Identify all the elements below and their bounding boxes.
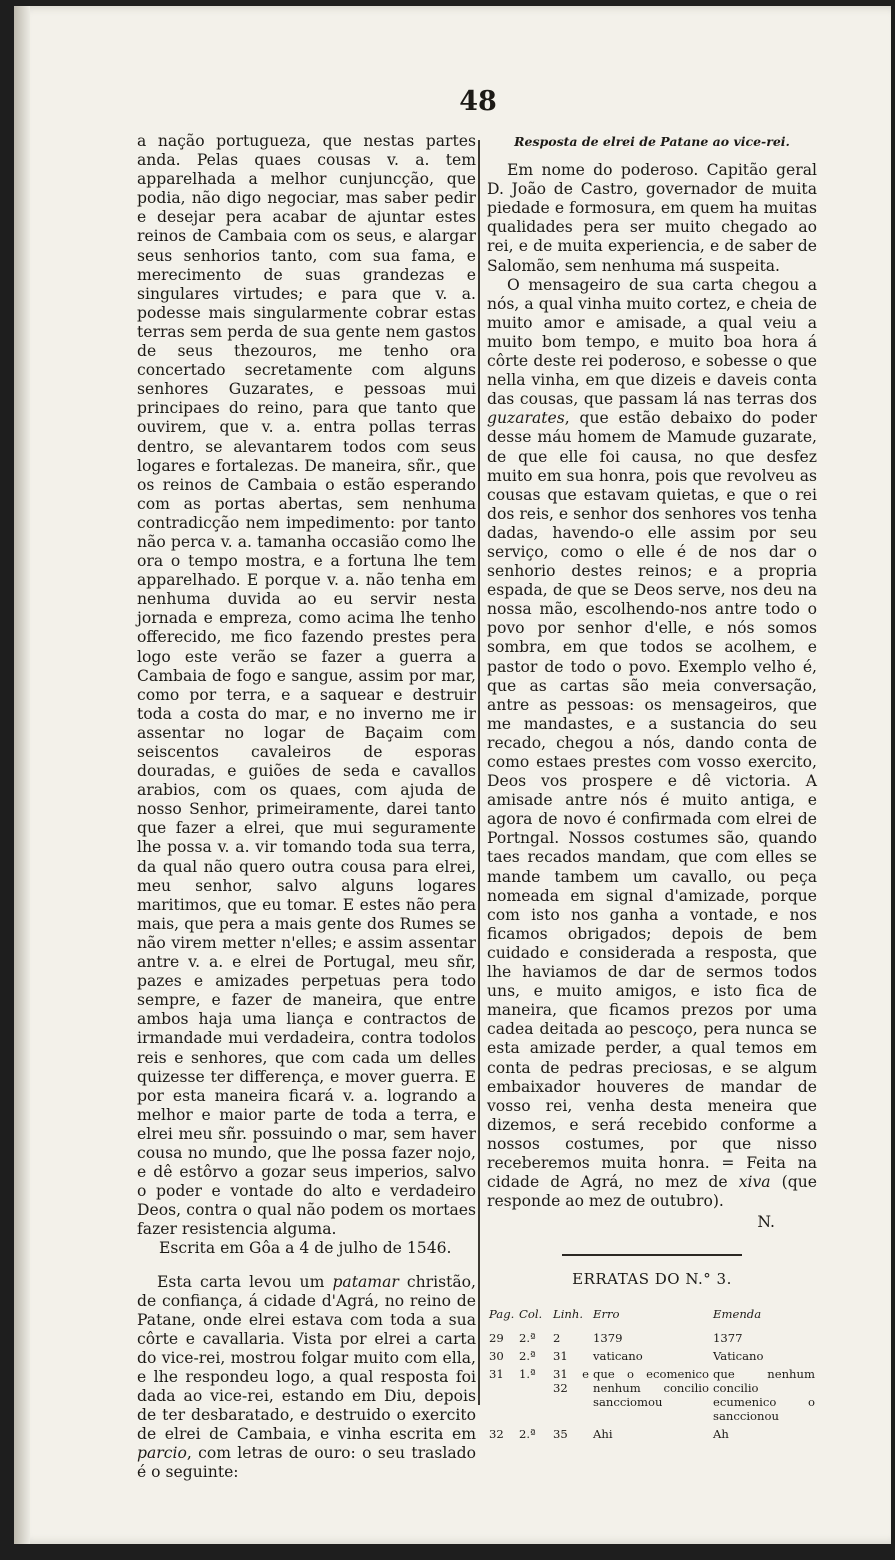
book-spine-shadow: [14, 6, 30, 1544]
errata-header-erro: Erro: [593, 1307, 620, 1322]
errata-cell: 35: [553, 1427, 568, 1442]
dateline: Escrita em Gôa a 4 de julho de 1546.: [159, 1239, 452, 1258]
letter-italic-xiva: xiva: [738, 1173, 771, 1192]
errata-cell: Ah: [713, 1427, 729, 1442]
paragraph-gap: [137, 1259, 476, 1273]
errata-title: ERRATAS DO N.° 3.: [572, 1270, 732, 1289]
note-text-1: Esta carta levou um: [157, 1272, 333, 1291]
letter-text-c: (que responde ao mez de outubro).: [487, 1173, 817, 1211]
right-column: [487, 132, 817, 1443]
errata-row: [487, 1347, 817, 1365]
signature: N.: [757, 1213, 775, 1232]
section-rule: [562, 1254, 742, 1256]
column-divider: [478, 140, 480, 1405]
letter-title: Resposta de elrei de Patane ao vice-rei.: [514, 134, 790, 149]
errata-header-pag: Pag.: [489, 1307, 515, 1322]
left-column: [137, 132, 476, 1483]
errata-row: [487, 1365, 817, 1425]
letter-paragraph-2: [487, 276, 817, 1212]
note-text-3: , com letras de ouro: o seu traslado é o seguinte:: [137, 1444, 476, 1482]
errata-cell: vaticano: [593, 1349, 643, 1364]
errata-cell: 2.ª: [519, 1349, 536, 1364]
note-italic-parcio: parcio: [137, 1444, 187, 1463]
errata-cell: 29: [489, 1331, 504, 1346]
errata-cell: 31: [489, 1367, 504, 1382]
errata-cell: 2.ª: [519, 1427, 536, 1442]
note-italic-patamar: patamar: [332, 1272, 399, 1291]
letter-paragraph-1: Em nome do poderoso. Capitão geral D. João de Castro, governador de muita piedade e formosura, em quem ha muitas qualidades pera ser muito chegado ao rei, e de muita experiencia, e de saber de Salomão, sem nenhuma má suspeita.: [487, 161, 817, 275]
errata-row: [487, 1329, 817, 1347]
errata-table: [487, 1307, 817, 1443]
errata-header-col: Col.: [519, 1307, 543, 1322]
errata-row: [487, 1425, 817, 1443]
errata-cell: 2: [553, 1331, 561, 1346]
note-text-2: christão, de confiança, á cidade d'Agrá, no reino de Patane, onde elrei estava com toda a sua côrte e cavallaria. Vista por elrei a carta do vice-rei, mostrou folgar muito com ella, e lhe respondeu logo, a qual resposta foi dada ao vice-rei, estando em Diu, depois de ter desbaratado, e destruido o exercito de elrei de Cambaia, e vinha escrita em: [137, 1272, 476, 1444]
page-number: 48: [459, 86, 497, 117]
errata-header-linh: Linh.: [553, 1307, 584, 1322]
errata-cell: 31 e 32: [553, 1367, 589, 1396]
transmission-note: [137, 1273, 476, 1483]
errata-cell: 30: [489, 1349, 504, 1364]
letter-text-a: O mensageiro de sua carta chegou a nós, a qual vinha muito cortez, e cheia de muito amor e amisade, a qual veiu a muito bom tempo, e muito boa hora á côrte deste rei poderoso, e sobesse o que nella vinha, em que dizeis e daveis conta das cousas, que passam lá nas terras dos: [487, 275, 817, 409]
errata-cell: 1379: [593, 1331, 623, 1346]
errata-cell: Ahi: [593, 1427, 613, 1442]
errata-header-emenda: Emenda: [713, 1307, 762, 1322]
errata-cell: 1377: [713, 1331, 743, 1346]
letter-text-b: , que estão debaixo do poder desse máu homem de Mamude guzarate, de que elle foi causa, no que desfez muito em sua honra, pois que revolveu as cousas que estavam quietas, e que o rei dos reis, e senhor dos senhores vos tenha dadas, havendo-o elle assim por seu serviço, como o elle é de nos dar o senhorio destes reinos; e a propria espada, de que se Deos serve, nos deu na nossa mão, escolhendo-nos antre todo o povo por senhor d'elle, e nós somos sombra, em que todos se acolhem, e pastor de todo o povo. Exemplo velho é, que as cartas são meia conversação, antre as pessoas: os mensageiros, que me mandastes, e a sustancia do seu recado, chegou a nós, dando conta de como estaes prestes com vosso exercito, Deos vos prospere e dê victoria. A amisade antre nós é muito antiga, e agora de novo é confirmada com elrei de Portngal. Nossos costumes são, quando taes recados mandam, que com elles se mande tambem um cavallo, ou peça nomeada em signal d'amizade, porque com isto nos ganha a vontade, e nos ficamos obrigados; depois de bem cuidado e considerada a resposta, que lhe haviamos de dar de sermos todos uns, e muito amigos, e isto fica de maneira, que ficamos prezos por uma cadea deitada ao pescoço, pera nunca se esta amizade perder, a qual temos em conta de pedras preciosas, e se algum embaixador houveres de mandar de vosso rei, venha desta meneira que dizemos, e será recebido conforme a nossos costumes, por que nisso receberemos muita honra. = Feita na cidade de Agrá, no mez de: [487, 409, 817, 1192]
errata-cell: que o ecomenico nenhum concilio sancciomou: [593, 1367, 709, 1410]
errata-header-row: [487, 1307, 817, 1329]
left-paragraph: a nação portugueza, que nestas partes anda. Pelas quaes cousas v. a. tem apparelhada a melhor cunjuncção, que podia, não digo negociar, mas saber pedir e desejar pera acabar de ajuntar estes reinos de Cambaia com os seus, e alargar seus senhorios tanto, com sua fama, e merecimento de suas grandezas e singulares virtudes; e para que v. a. podesse mais singularmente cobrar estas terras sem perda de sua gente nem gastos de seus thezouros, me tenho ora concertado secretamente com alguns senhores Guzarates, e pessoas mui principaes do reino, para que tanto que ouvirem, que v. a. entra pollas terras dentro, se alevantarem todos com seus logares e fortalezas. De maneira, sñr., que os reinos de Cambaia o estão esperando com as portas abertas, sem nenhuma contradicção nem impedimento: por tanto não perca v. a. tamanha occasião como lhe ora o tempo mostra, e a fortuna lhe tem apparelhado. E porque v. a. não tenha em nenhuma duvida ao eu servir nesta jornada e empreza, como acima lhe tenho offerecido, me fico fazendo prestes pera logo este verão se fazer a guerra a Cambaia de fogo e sangue, assim por mar, como por terra, e a saquear e destruir toda a costa do mar, e no inverno me ir assentar no logar de Baçaim com seiscentos cavaleiros de esporas douradas, e guiões de seda e cavallos arabios, com os quaes, com ajuda de nosso Senhor, primeiramente, darei tanto que fazer a elrei, que mui seguramente lhe possa v. a. vir tomando toda sua terra, da qual não quero outra cousa para elrei, meu senhor, salvo alguns logares maritimos, que eu tomar. E estes não pera mais, que pera a mais gente dos Rumes se não virem metter n'elles; e assim assentar antre v. a. e elrei de Portugal, meu sñr, pazes e amizades perpetuas pera todo sempre, e fazer de maneira, que entre ambos haja uma liança e contractos de irmandade mui verdadeira, contra todolos reis e senhores, que com cada um delles quizesse ter differença, e mover guerra. E por esta maneira ficará v. a. logrando a melhor e maior parte de toda a terra, e elrei meu sñr. possuindo o mar, sem haver cousa no mundo, que lhe possa fazer nojo, e dê estôrvo a gozar seus imperios, salvo o poder e vontade do alto e verdadeiro Deos, contra o qual não podem os mortaes fazer resistencia alguma.: [137, 132, 476, 1239]
errata-cell: que nenhum concilio ecumenico o sanccionou: [713, 1367, 815, 1424]
errata-cell: Vaticano: [713, 1349, 764, 1364]
errata-cell: 32: [489, 1427, 504, 1442]
errata-cell: 31: [553, 1349, 568, 1364]
errata-cell: 1.ª: [519, 1367, 536, 1382]
errata-cell: 2.ª: [519, 1331, 536, 1346]
letter-italic-guzarates: guzarates: [487, 409, 565, 428]
